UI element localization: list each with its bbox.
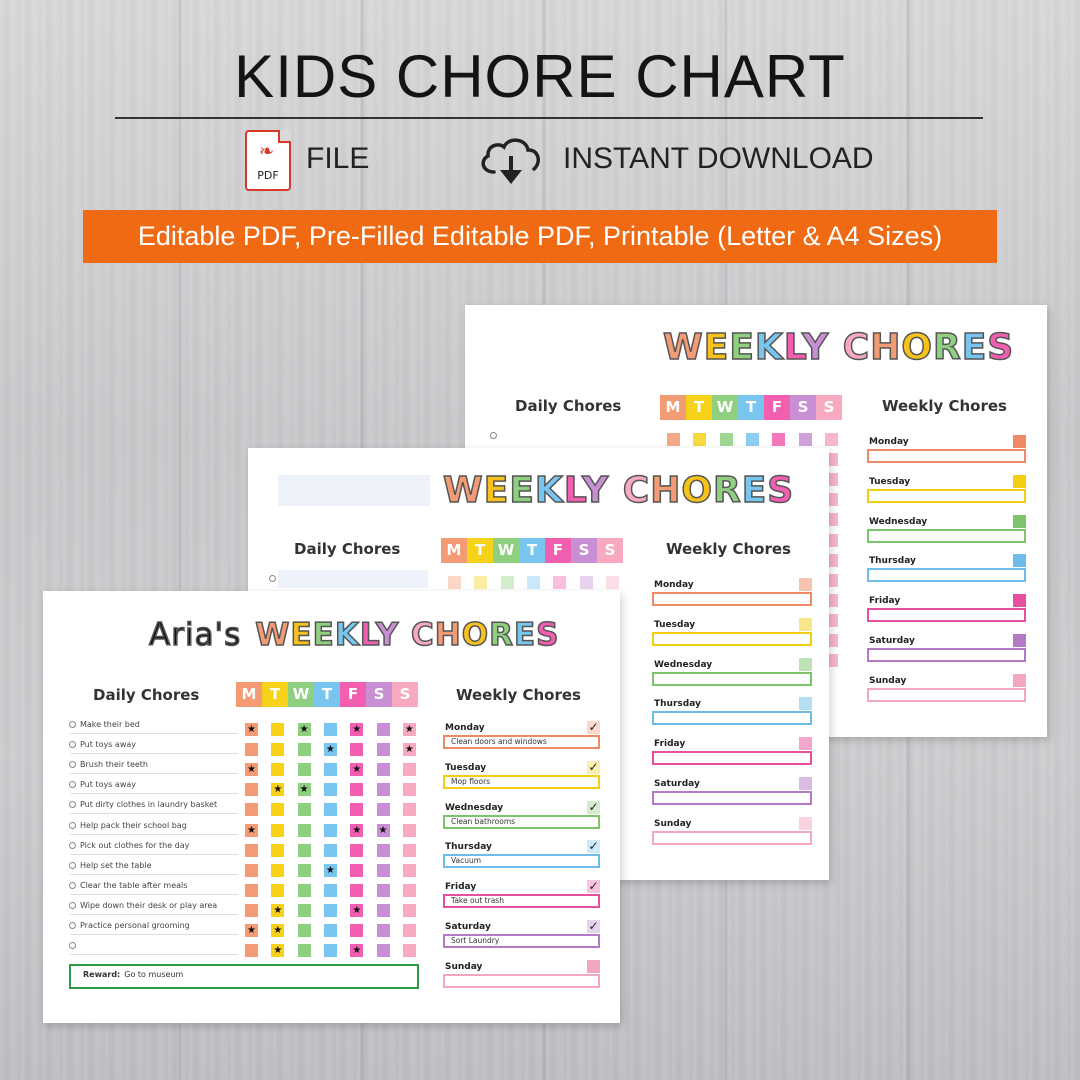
chore-checkbox[interactable]: ★ — [298, 723, 311, 736]
chore-checkbox[interactable] — [377, 864, 390, 877]
day-letter: S — [366, 682, 392, 707]
chore-checkbox[interactable] — [377, 783, 390, 796]
weekday-check[interactable] — [1013, 435, 1026, 448]
chore-checkbox[interactable] — [245, 844, 258, 857]
daily-chore-text: Put toys away — [80, 780, 136, 790]
chore-checkbox[interactable] — [772, 433, 785, 446]
weekly-chore-field[interactable] — [867, 489, 1026, 503]
daily-chore-text: Help set the table — [80, 860, 152, 870]
weekday-label: Friday — [445, 882, 477, 893]
chore-field[interactable] — [278, 570, 428, 588]
chore-checkbox[interactable] — [403, 783, 416, 796]
chore-checkbox[interactable] — [245, 743, 258, 756]
chore-checkbox[interactable] — [501, 576, 514, 589]
chore-checkbox[interactable] — [350, 844, 363, 857]
weekly-chores-heading: Weekly Chores — [666, 540, 791, 558]
chore-checkbox[interactable] — [271, 824, 284, 837]
chore-checkbox[interactable] — [403, 803, 416, 816]
day-letter: M — [236, 682, 262, 707]
daily-chores-heading: Daily Chores — [515, 397, 622, 415]
chore-checkbox[interactable] — [606, 576, 619, 589]
chore-checkbox[interactable] — [693, 433, 706, 446]
chore-dot — [269, 575, 276, 582]
weekday-check[interactable]: ✓ — [588, 839, 599, 854]
weekly-chore-field[interactable]: Clean bathrooms — [443, 815, 600, 829]
weekday-check[interactable] — [799, 658, 812, 671]
chore-checkbox[interactable] — [324, 803, 337, 816]
day-letter: W — [493, 538, 519, 563]
chore-checkbox[interactable] — [298, 824, 311, 837]
weekly-chores-heading: Weekly Chores — [882, 397, 1007, 415]
daily-chore-item[interactable] — [70, 718, 238, 734]
chore-checkbox[interactable] — [298, 844, 311, 857]
chore-checkbox[interactable]: ★ — [324, 864, 337, 877]
weekly-chore-field[interactable] — [652, 791, 812, 805]
title-text: WEEKLY CHORES — [443, 470, 795, 511]
sheet-title — [443, 470, 794, 511]
weekday-label: Wednesday — [869, 516, 928, 527]
chore-dot — [69, 822, 76, 829]
day-letter: M — [660, 395, 686, 420]
weekday-label: Sunday — [445, 961, 483, 972]
weekday-check[interactable] — [1013, 674, 1026, 687]
weekday-label: Wednesday — [445, 802, 504, 813]
day-letter: F — [545, 538, 571, 563]
chore-checkbox[interactable] — [474, 576, 487, 589]
daily-chore-item[interactable] — [70, 819, 238, 835]
chore-checkbox[interactable] — [403, 884, 416, 897]
instant-download-label: INSTANT DOWNLOAD — [563, 142, 874, 175]
chore-checkbox[interactable] — [245, 884, 258, 897]
chore-checkbox[interactable] — [720, 433, 733, 446]
chore-dot — [69, 761, 76, 768]
reward-field[interactable] — [69, 964, 419, 989]
chore-checkbox[interactable]: ★ — [271, 904, 284, 917]
day-letter: S — [392, 682, 418, 707]
chore-dot — [490, 432, 497, 439]
chore-checkbox[interactable] — [245, 904, 258, 917]
chore-checkbox[interactable]: ★ — [377, 824, 390, 837]
chore-checkbox[interactable]: ★ — [324, 743, 337, 756]
chore-checkbox[interactable] — [324, 723, 337, 736]
chore-checkbox[interactable] — [350, 924, 363, 937]
weekly-chores-heading: Weekly Chores — [456, 686, 581, 704]
daily-chore-text: Clear the table after meals — [80, 880, 188, 890]
sheet-title — [149, 617, 560, 653]
daily-chores-heading: Daily Chores — [93, 686, 200, 704]
day-letter: S — [571, 538, 597, 563]
weekday-label: Monday — [869, 437, 909, 447]
day-letter: M — [441, 538, 467, 563]
chore-checkbox[interactable] — [580, 576, 593, 589]
pdf-icon-label: PDF — [257, 169, 279, 182]
daily-chore-text: Brush their teeth — [80, 760, 148, 770]
weekday-label: Saturday — [445, 922, 491, 932]
chore-checkbox[interactable]: ★ — [403, 723, 416, 736]
weekly-chore-field[interactable]: Vacuum — [443, 854, 600, 868]
chore-checkbox[interactable] — [448, 576, 461, 589]
chore-checkbox[interactable]: ★ — [350, 904, 363, 917]
chore-checkbox[interactable] — [553, 576, 566, 589]
chore-checkbox[interactable] — [350, 803, 363, 816]
chore-dot — [69, 942, 76, 949]
daily-chore-item[interactable] — [70, 758, 238, 774]
chore-checkbox[interactable] — [799, 433, 812, 446]
daily-chore-item[interactable] — [70, 778, 238, 794]
chore-dot — [69, 741, 76, 748]
weekly-chore-field[interactable] — [652, 672, 812, 686]
weekday-label: Monday — [654, 580, 694, 590]
chore-checkbox[interactable] — [403, 924, 416, 937]
weekly-chore-field[interactable] — [652, 751, 812, 765]
chore-dot — [69, 721, 76, 728]
chore-checkbox[interactable]: ★ — [271, 944, 284, 957]
chore-checkbox[interactable] — [298, 944, 311, 957]
format-banner: Editable PDF, Pre-Filled Editable PDF, Printable (Letter & A4 Sizes) — [83, 210, 997, 263]
chore-checkbox[interactable]: ★ — [271, 924, 284, 937]
chore-checkbox[interactable]: ★ — [271, 783, 284, 796]
chore-checkbox[interactable] — [350, 864, 363, 877]
chore-checkbox[interactable]: ★ — [245, 924, 258, 937]
chore-checkbox[interactable] — [324, 924, 337, 937]
weekday-label: Monday — [445, 723, 485, 733]
weekly-chore-field[interactable] — [652, 592, 812, 606]
chore-dot — [69, 781, 76, 788]
chore-checkbox[interactable] — [324, 884, 337, 897]
chore-checkbox[interactable] — [271, 763, 284, 776]
daily-chore-text: Put toys away — [80, 740, 136, 750]
weekday-label: Friday — [654, 739, 686, 750]
weekday-check[interactable] — [1013, 515, 1026, 528]
chore-checkbox[interactable] — [403, 844, 416, 857]
weekly-chore-field[interactable] — [652, 831, 812, 845]
weekday-label: Tuesday — [654, 619, 696, 630]
weekday-check[interactable] — [1013, 475, 1026, 488]
chore-checkbox[interactable] — [245, 944, 258, 957]
chore-checkbox[interactable] — [298, 743, 311, 756]
chore-checkbox[interactable] — [377, 924, 390, 937]
chore-checkbox[interactable] — [271, 844, 284, 857]
chore-checkbox[interactable]: ★ — [403, 743, 416, 756]
chore-checkbox[interactable] — [271, 884, 284, 897]
daily-chore-text: Help pack their school bag — [80, 820, 187, 830]
header-title: KIDS CHORE CHART — [234, 43, 846, 110]
reward-label: Reward: — [83, 970, 121, 979]
day-letter: T — [314, 682, 340, 707]
weekly-chore-field[interactable] — [867, 449, 1026, 463]
chore-checkbox[interactable] — [298, 924, 311, 937]
chore-checkbox[interactable] — [324, 944, 337, 957]
sheet-title — [663, 327, 1014, 368]
daily-chores-heading: Daily Chores — [294, 540, 401, 558]
chore-checkbox[interactable] — [298, 904, 311, 917]
chore-checkbox[interactable]: ★ — [245, 723, 258, 736]
title-text: WEEKLY CHORES — [255, 617, 560, 653]
chore-dot — [69, 902, 76, 909]
day-letter: W — [288, 682, 314, 707]
chore-checkbox[interactable]: ★ — [350, 944, 363, 957]
chore-checkbox[interactable] — [245, 803, 258, 816]
chore-dot — [69, 862, 76, 869]
title-text: WEEKLY CHORES — [663, 327, 1015, 368]
day-letter: T — [262, 682, 288, 707]
day-letter: T — [738, 395, 764, 420]
daily-chore-text: Put dirty clothes in laundry basket — [80, 800, 218, 810]
day-letter: T — [686, 395, 712, 420]
file-info-row — [0, 130, 1080, 194]
child-name: Aria's — [149, 617, 242, 653]
chore-checkbox[interactable] — [350, 783, 363, 796]
chore-checkbox[interactable] — [377, 743, 390, 756]
weekday-check[interactable]: ✓ — [588, 799, 599, 814]
chore-checkbox[interactable] — [403, 944, 416, 957]
daily-chore-text: Practice personal grooming — [80, 921, 190, 930]
reward-value: Go to museum — [124, 970, 184, 979]
weekly-chore-field[interactable] — [443, 974, 600, 988]
weekday-check[interactable]: ✓ — [588, 919, 599, 933]
weekday-label: Thursday — [869, 556, 916, 567]
weekly-chore-field[interactable] — [652, 632, 812, 646]
weekly-chore-field[interactable]: Take out trash — [443, 894, 600, 908]
weekly-chore-field[interactable]: Sort Laundry — [443, 934, 600, 948]
weekly-chore-field[interactable]: Mop floors — [443, 775, 600, 789]
weekday-label: Sunday — [869, 675, 907, 686]
chore-checkbox[interactable] — [377, 884, 390, 897]
chore-checkbox[interactable] — [377, 844, 390, 857]
day-letter: S — [790, 395, 816, 420]
chore-dot — [69, 842, 76, 849]
chore-checkbox[interactable] — [324, 824, 337, 837]
weekly-chore-field[interactable]: Clean doors and windows — [443, 735, 600, 749]
chore-dot — [69, 801, 76, 808]
weekday-check[interactable] — [799, 817, 812, 830]
weekday-check[interactable] — [1013, 554, 1026, 567]
chore-checkbox[interactable] — [298, 763, 311, 776]
cloud-download-icon — [478, 134, 544, 186]
weekday-check[interactable] — [799, 777, 812, 790]
chore-checkbox[interactable] — [377, 904, 390, 917]
daily-chore-text: Make their bed — [80, 720, 140, 729]
weekday-check[interactable] — [799, 578, 812, 591]
chore-checkbox[interactable] — [350, 884, 363, 897]
weekly-chore-field[interactable] — [867, 688, 1026, 702]
daily-chore-item[interactable] — [70, 738, 238, 754]
day-letter-bar — [660, 395, 842, 420]
weekday-label: Tuesday — [445, 762, 487, 773]
day-letter-bar — [441, 538, 623, 563]
day-letter: T — [519, 538, 545, 563]
chore-checkbox[interactable] — [377, 763, 390, 776]
chore-checkbox[interactable] — [825, 433, 838, 446]
daily-chore-item[interactable] — [70, 899, 238, 915]
weekday-label: Tuesday — [869, 476, 911, 487]
weekday-check[interactable]: ✓ — [588, 720, 599, 734]
day-letter: F — [340, 682, 366, 707]
day-letter: W — [712, 395, 738, 420]
chore-checkbox[interactable] — [271, 723, 284, 736]
pdf-file-icon: ❧ PDF — [245, 130, 291, 191]
weekly-chore-field[interactable] — [867, 608, 1026, 622]
daily-chore-item[interactable] — [70, 879, 238, 895]
chore-checkbox[interactable] — [377, 723, 390, 736]
weekday-label: Saturday — [654, 779, 700, 789]
chore-checkbox[interactable] — [377, 803, 390, 816]
header-divider — [115, 117, 983, 119]
weekday-label: Wednesday — [654, 659, 713, 670]
chore-checkbox[interactable] — [403, 904, 416, 917]
chore-checkbox[interactable] — [324, 763, 337, 776]
chore-checkbox[interactable] — [324, 783, 337, 796]
chore-checkbox[interactable]: ★ — [245, 824, 258, 837]
daily-chore-item[interactable] — [70, 919, 238, 935]
chore-dot — [69, 922, 76, 929]
chore-checkbox[interactable]: ★ — [350, 763, 363, 776]
weekday-label: Thursday — [445, 842, 492, 853]
day-letter: S — [816, 395, 842, 420]
chore-checkbox[interactable] — [271, 864, 284, 877]
chore-checkbox[interactable] — [667, 433, 680, 446]
weekday-check[interactable]: ✓ — [588, 759, 599, 774]
weekly-chore-field[interactable] — [867, 568, 1026, 582]
chore-checkbox[interactable] — [298, 803, 311, 816]
weekly-chore-field[interactable] — [867, 648, 1026, 662]
daily-chore-item[interactable] — [70, 939, 238, 955]
day-letter: S — [597, 538, 623, 563]
chore-sheet-front — [43, 591, 620, 1023]
chore-checkbox[interactable] — [245, 783, 258, 796]
weekly-chore-field[interactable] — [867, 529, 1026, 543]
weekday-label: Thursday — [654, 699, 701, 710]
daily-chore-item[interactable] — [70, 859, 238, 875]
day-letter-bar — [236, 682, 418, 707]
day-letter: T — [467, 538, 493, 563]
day-letter: F — [764, 395, 790, 420]
chore-checkbox[interactable]: ★ — [245, 763, 258, 776]
weekday-label: Sunday — [654, 818, 692, 829]
file-label: FILE — [306, 142, 370, 175]
weekly-chore-field[interactable] — [652, 711, 812, 725]
chore-checkbox[interactable] — [350, 743, 363, 756]
weekday-check[interactable] — [799, 697, 812, 710]
daily-chore-text: Wipe down their desk or play area — [80, 900, 218, 910]
chore-checkbox[interactable] — [377, 944, 390, 957]
weekday-check[interactable] — [587, 960, 600, 973]
chore-checkbox[interactable] — [324, 844, 337, 857]
chore-checkbox[interactable]: ★ — [350, 723, 363, 736]
weekday-label: Friday — [869, 596, 901, 607]
chore-checkbox[interactable] — [324, 904, 337, 917]
chore-checkbox[interactable] — [298, 864, 311, 877]
chore-checkbox[interactable] — [271, 803, 284, 816]
chore-checkbox[interactable]: ★ — [350, 824, 363, 837]
daily-chore-item[interactable] — [70, 798, 238, 814]
weekday-check[interactable] — [1013, 594, 1026, 607]
chore-checkbox[interactable] — [403, 864, 416, 877]
weekday-check[interactable] — [799, 618, 812, 631]
weekday-label: Saturday — [869, 636, 915, 646]
chore-checkbox[interactable] — [527, 576, 540, 589]
daily-chore-text: Pick out clothes for the day — [80, 840, 190, 850]
chore-checkbox[interactable] — [245, 864, 258, 877]
chore-checkbox[interactable]: ★ — [298, 783, 311, 796]
weekday-check[interactable] — [1013, 634, 1026, 647]
chore-checkbox[interactable] — [298, 884, 311, 897]
weekday-check[interactable]: ✓ — [588, 879, 599, 894]
chore-checkbox[interactable] — [403, 824, 416, 837]
chore-checkbox[interactable] — [271, 743, 284, 756]
name-field[interactable] — [278, 475, 430, 506]
weekday-check[interactable] — [799, 737, 812, 750]
chore-checkbox[interactable] — [403, 763, 416, 776]
daily-chore-item[interactable] — [70, 839, 238, 855]
chore-checkbox[interactable] — [746, 433, 759, 446]
chore-dot — [69, 882, 76, 889]
